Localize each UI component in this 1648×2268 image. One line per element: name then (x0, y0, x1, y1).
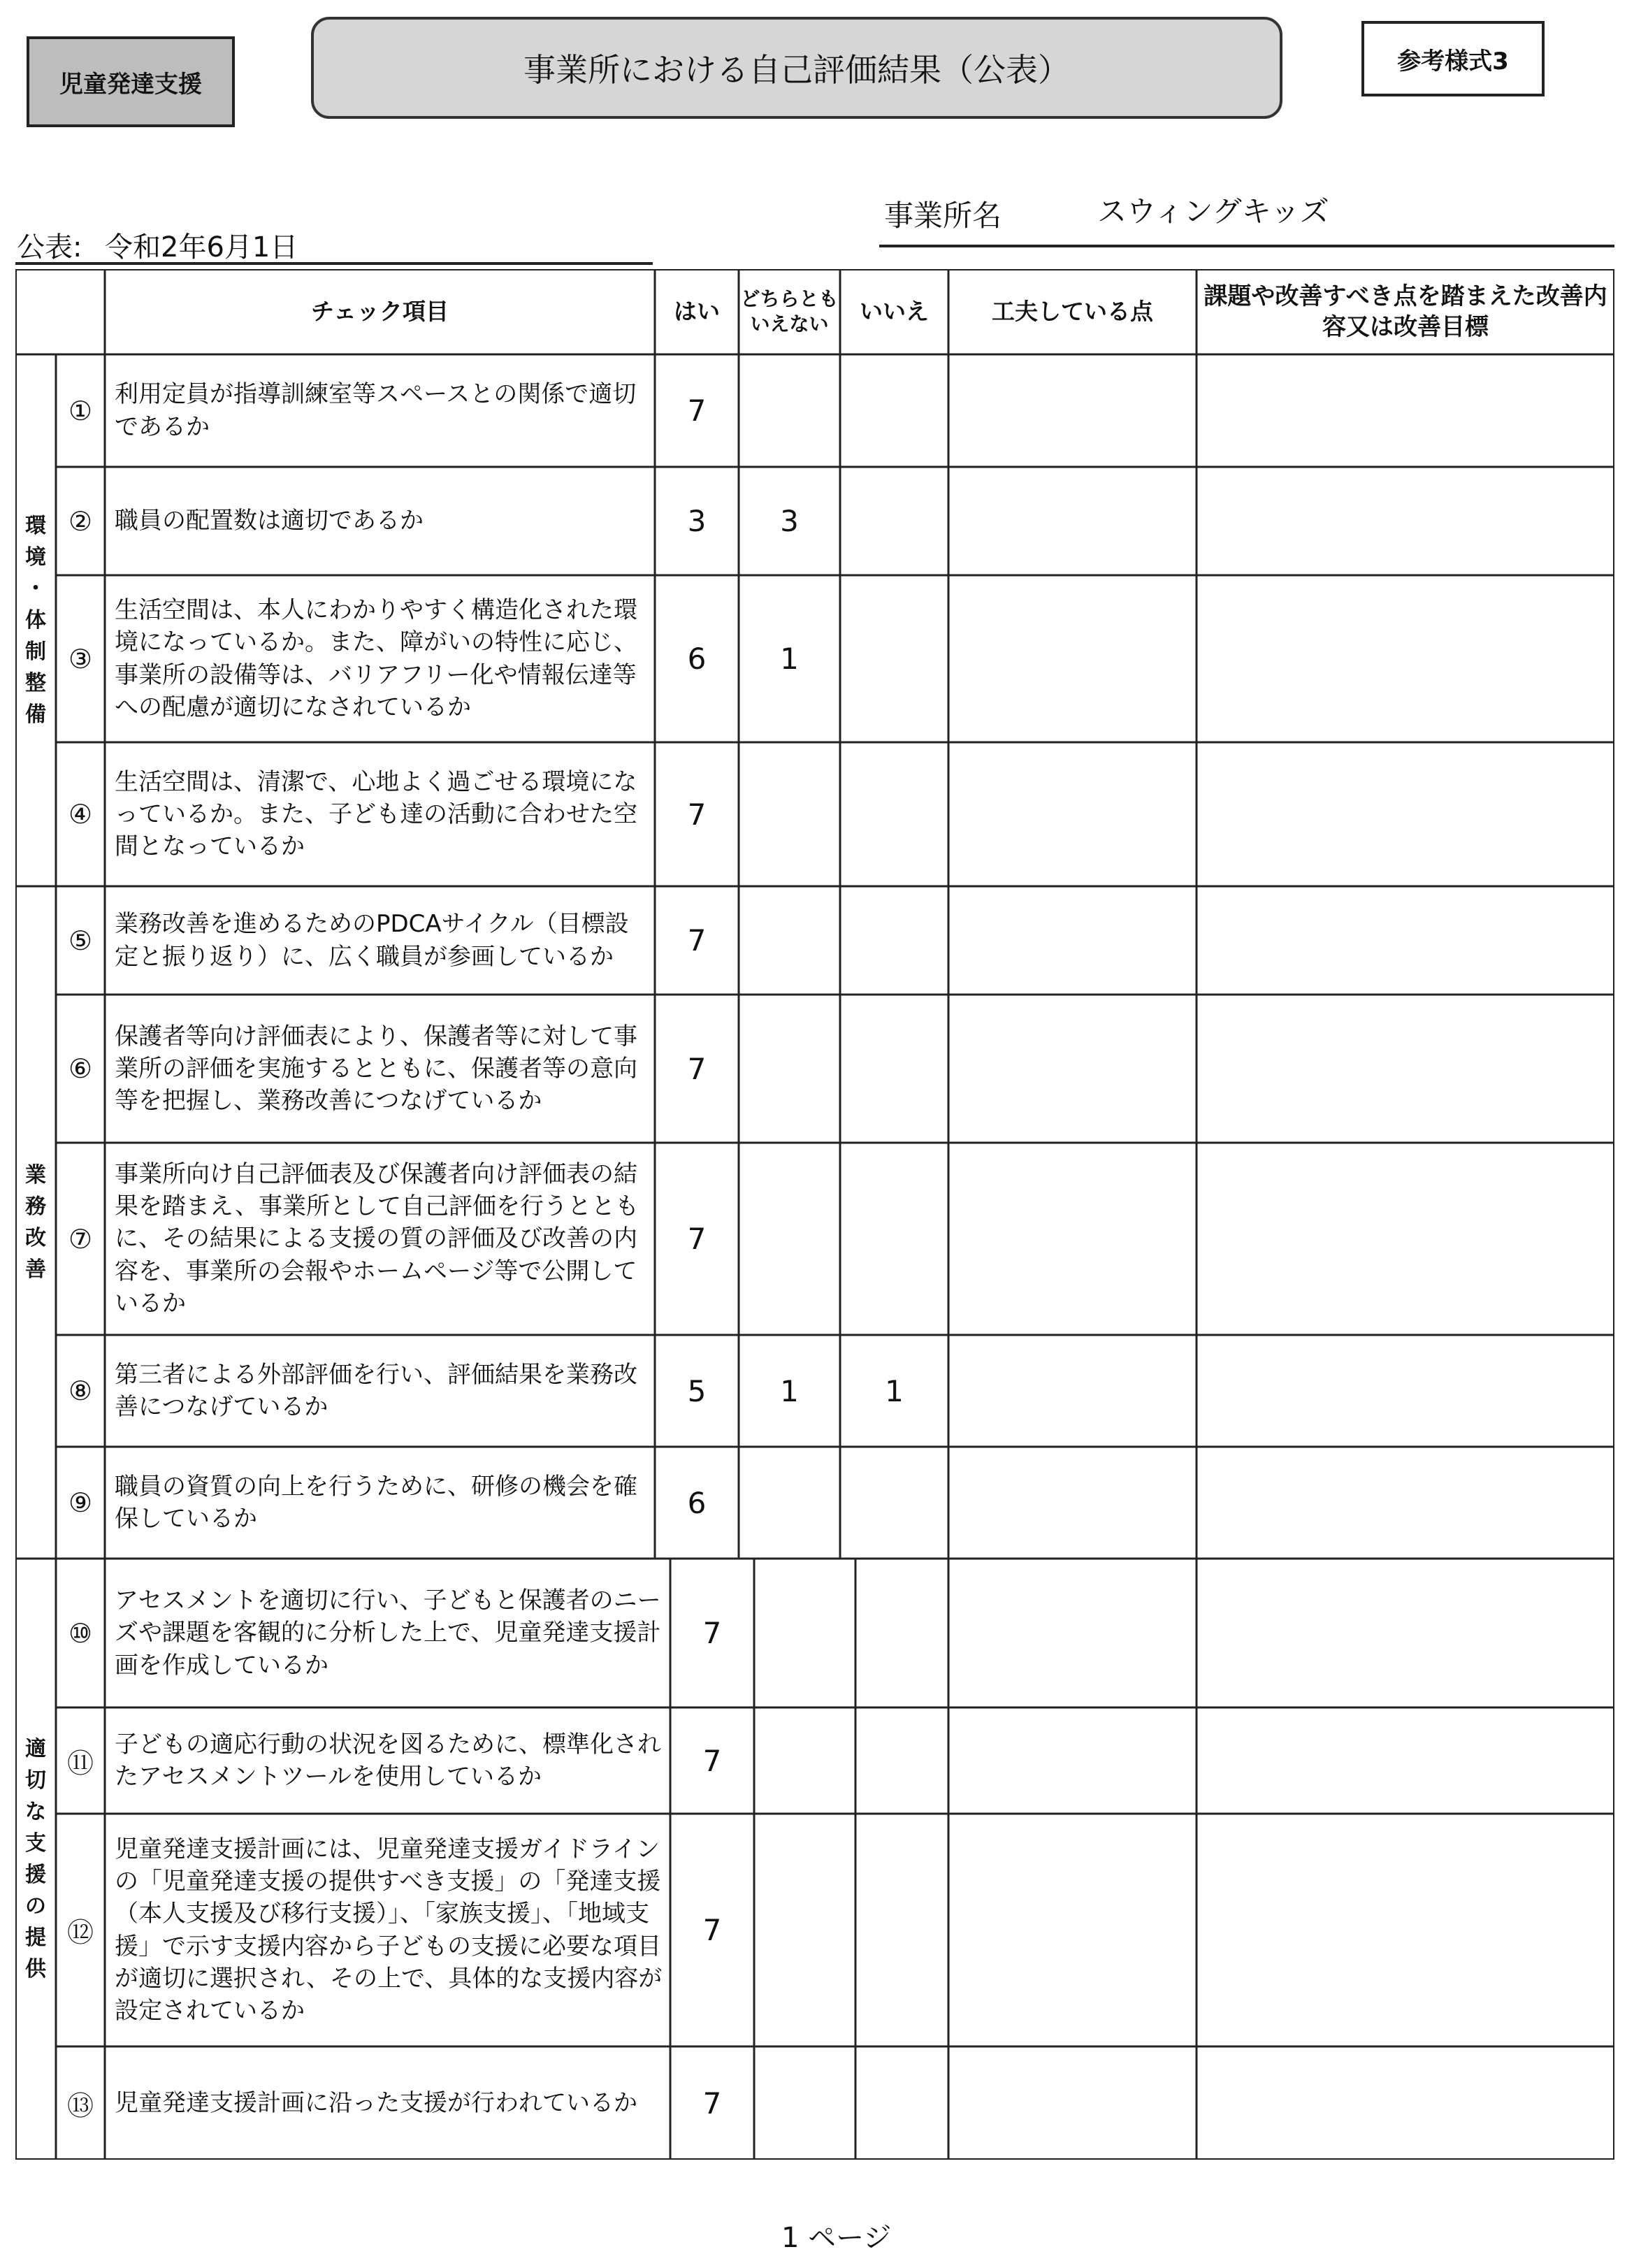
yes-count: 7 (687, 1222, 707, 1256)
item-number: ③ (68, 643, 93, 674)
check-item-text: 第三者による外部評価を行い、評価結果を業務改善につなげているか (115, 1360, 637, 1421)
category-char: 境 (25, 545, 46, 570)
no-count (855, 1559, 948, 1707)
category-char: 切 (25, 1768, 46, 1793)
category-char: 支 (25, 1831, 46, 1856)
check-item-text: 生活空間は、清潔で、心地よく過ごせる環境になっているか。また、子ども達の活動に合わせた空間となっているか (115, 767, 637, 861)
yes-count: 6 (687, 1485, 707, 1520)
category-char: ・ (25, 577, 46, 601)
header-improvement: 課題や改善すべき点を踏まえた改善内容又は改善目標 (1204, 282, 1607, 341)
improvement-goals (1197, 467, 1614, 575)
improvement-goals (1197, 886, 1614, 995)
improvement-goals (1197, 1335, 1614, 1447)
neutral-count (739, 742, 840, 886)
check-item-text: 子どもの適応行動の状況を図るために、標準化されたアセスメントツールを使用しているか (115, 1730, 661, 1791)
no-count (840, 354, 948, 467)
yes-count: 7 (687, 393, 707, 428)
neutral-count (739, 1143, 840, 1335)
item-number: ② (68, 505, 93, 537)
no-count (840, 886, 948, 995)
no-count (840, 1143, 948, 1335)
improvement-goals (1197, 995, 1614, 1143)
yes-count: 7 (702, 1743, 722, 1778)
header-effort: 工夫している点 (992, 297, 1153, 325)
item-number: ⑫ (66, 1917, 94, 1948)
publish-underline (15, 262, 653, 265)
category-char: 務 (25, 1194, 46, 1219)
item-number: ① (68, 395, 93, 426)
neutral-count: 1 (780, 642, 799, 676)
check-item-text: 職員の資質の向上を行うために、研修の機会を確保しているか (115, 1472, 637, 1533)
category-char: 改 (25, 1226, 46, 1250)
check-item-text: 事業所向け自己評価表及び保護者向け評価表の結果を踏まえ、事業所として自己評価を行うとともに、その結果による支援の質の評価及び改善の内容を、事業所の会報やホームページ等で公開しているか (115, 1160, 639, 1317)
category-label (15, 354, 56, 886)
improvement-goals (1197, 2046, 1614, 2160)
category-char: 援 (25, 1863, 46, 1887)
effort-points (948, 742, 1197, 886)
no-count (840, 467, 948, 575)
item-number: ⑩ (68, 1617, 93, 1649)
check-item-text: 業務改善を進めるためのPDCAサイクル（目標設定と振り返り）に、広く職員が参画しているか (115, 910, 629, 971)
improvement-goals (1197, 354, 1614, 467)
neutral-count (739, 886, 840, 995)
publish-label: 公表: (17, 231, 82, 263)
improvement-goals (1197, 575, 1614, 742)
item-number: ⑤ (68, 925, 93, 956)
category-char: 業 (25, 1163, 46, 1187)
item-number: ⑬ (66, 2090, 94, 2121)
neutral-count (754, 2046, 855, 2160)
effort-points (948, 467, 1197, 575)
effort-points (948, 2046, 1197, 2160)
effort-points (948, 1447, 1197, 1559)
no-count (840, 575, 948, 742)
effort-points (948, 1335, 1197, 1447)
yes-count: 6 (687, 642, 707, 676)
check-item-text: 保護者等向け評価表により、保護者等に対して事業所の評価を実施するとともに、保護者等の意向等を把握し、業務改善につなげているか (115, 1022, 637, 1115)
neutral-count: 3 (780, 504, 799, 538)
check-item-text: アセスメントを適切に行い、子どもと保護者のニーズや課題を客観的に分析した上で、児童発達支援計画を作成しているか (115, 1587, 661, 1680)
effort-points (948, 575, 1197, 742)
header-neutral: どちらとも いえない (740, 287, 839, 335)
improvement-goals (1197, 742, 1614, 886)
neutral-count (739, 354, 840, 467)
document-title: 事業所における自己評価結果（公表） (311, 17, 1282, 119)
category-char: 体 (25, 608, 46, 633)
category-char: 善 (25, 1257, 46, 1282)
item-number: ⑥ (68, 1053, 93, 1084)
document-tag: 児童発達支援 (27, 36, 235, 127)
effort-points (948, 995, 1197, 1143)
category-char: 制 (25, 640, 46, 664)
office-name-value: スウィングキッズ (1097, 194, 1329, 229)
yes-count: 7 (687, 797, 707, 832)
improvement-goals (1197, 1707, 1614, 1814)
evaluation-table (15, 269, 1614, 2160)
effort-points (948, 354, 1197, 467)
no-count: 1 (885, 1373, 904, 1408)
header-yes: はい (674, 297, 720, 325)
effort-points (948, 1143, 1197, 1335)
category-char: な (25, 1800, 46, 1824)
effort-points (948, 886, 1197, 995)
yes-count: 7 (702, 1913, 722, 1947)
improvement-goals (1197, 1559, 1614, 1707)
no-count (840, 1447, 948, 1559)
category-char: 適 (25, 1737, 46, 1761)
improvement-goals (1197, 1143, 1614, 1335)
yes-count: 5 (687, 1373, 707, 1408)
check-item-text: 児童発達支援計画には、児童発達支援ガイドラインの「児童発達支援の提供すべき支援」の「発達支援（本人支援及び移行支援）」、「家族支援」、「地域支援」で示す支援内容から子どもの支援に必要な項目が適切に選択され、その上で、具体的な支援内容が設定されているか (115, 1835, 663, 2025)
no-count (855, 2046, 948, 2160)
check-item-text: 生活空間は、本人にわかりやすく構造化された環境になっているか。また、障がいの特性に応じ、事業所の設備等は、バリアフリー化や情報伝達等への配慮が適切になされているか (115, 596, 637, 721)
no-count (840, 995, 948, 1143)
yes-count: 7 (687, 923, 707, 958)
effort-points (948, 1707, 1197, 1814)
category-label (15, 1559, 56, 2160)
category-char: 備 (25, 702, 46, 727)
item-number: ⑪ (66, 1747, 94, 1779)
yes-count: 7 (687, 1051, 707, 1086)
page-number: 1 ページ (781, 2222, 892, 2254)
effort-points (948, 1814, 1197, 2046)
item-number: ⑦ (68, 1223, 93, 1255)
category-char: 供 (25, 1957, 46, 1981)
effort-points (948, 1559, 1197, 1707)
neutral-count: 1 (780, 1373, 799, 1408)
neutral-count (739, 1447, 840, 1559)
category-label (15, 886, 56, 1559)
header-no: いいえ (860, 297, 929, 325)
category-char: 環 (25, 514, 46, 538)
yes-count: 7 (702, 2086, 722, 2121)
item-number: ⑧ (68, 1375, 93, 1406)
no-count (855, 1814, 948, 2046)
neutral-count (754, 1559, 855, 1707)
yes-count: 7 (702, 1616, 722, 1650)
no-count (855, 1707, 948, 1814)
check-item-text: 職員の配置数は適切であるか (115, 507, 424, 535)
neutral-count (754, 1707, 855, 1814)
neutral-count (739, 995, 840, 1143)
form-number: 参考様式3 (1361, 21, 1545, 96)
item-number: ⑨ (68, 1487, 93, 1518)
item-number: ④ (68, 799, 93, 830)
header-check-item: チェック項目 (310, 297, 449, 325)
neutral-count (754, 1814, 855, 2046)
office-underline (879, 245, 1614, 247)
publish-date: 令和2年6月1日 (105, 231, 298, 263)
improvement-goals (1197, 1447, 1614, 1559)
office-name-label: 事業所名 (884, 198, 1002, 233)
check-item-text: 利用定員が指導訓練室等スペースとの関係で適切であるか (115, 380, 637, 441)
improvement-goals (1197, 1814, 1614, 2046)
check-item-text: 児童発達支援計画に沿った支援が行われているか (115, 2088, 637, 2117)
category-char: 整 (25, 671, 46, 695)
category-char: の (25, 1894, 46, 1919)
category-char: 提 (25, 1926, 46, 1950)
yes-count: 3 (687, 504, 707, 538)
no-count (840, 742, 948, 886)
